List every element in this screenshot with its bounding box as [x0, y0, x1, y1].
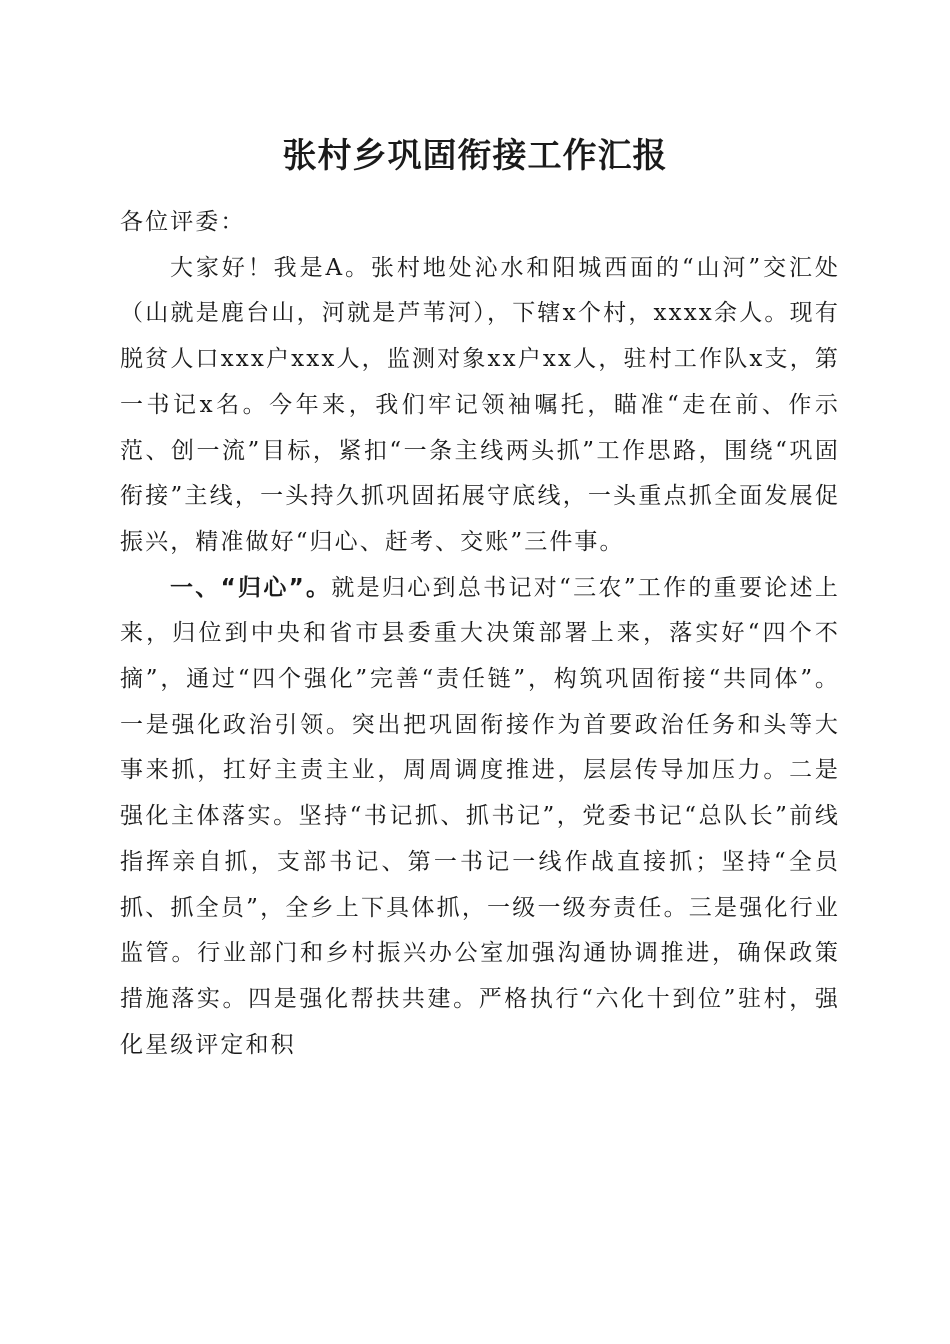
- paragraph-intro: 大家好！我是A。张村地处沁水和阳城西面的“山河”交汇处（山就是鹿台山，河就是芦苇河），下辖x个村，xxxx余人。现有脱贫人口xxx户xxx人，监测对象xx户xx人，驻村工作队x支，第一书记x名。今年来，我们牢记领袖嘱托，瞄准“走在前、作示范、创一流”目标，紧扣“一条主线两头抓”工作思路，围绕“巩固衔接”主线，一头持久抓巩固拓展守底线，一头重点抓全面发展促振兴，精准做好“归心、赶考、交账”三件事。: [120, 254, 840, 555]
- section-heading: 一、“归心”。: [170, 574, 332, 601]
- paragraph-section-1: [120, 566, 840, 1069]
- document-title: 张村乡巩固衔接工作汇报: [282, 136, 668, 176]
- document-body: [120, 200, 840, 1068]
- salutation: 各位评委：: [120, 209, 246, 235]
- section-text: 就是归心到总书记对“三农”工作的重要论述上来，归位到中央和省市县委重大决策部署上来，落实好“四个不摘”，通过“四个强化”完善“责任链”，构筑巩固衔接“共同体”。一是强化政治引领。突出把巩固衔接作为首要政治任务和头等大事来抓，扛好主责主业，周周调度推进，层层传导加压力。二是强化主体落实。坚持“书记抓、抓书记”，党委书记“总队长”前线指挥亲自抓，支部书记、第一书记一线作战直接抓；坚持“全员抓、抓全员”，全乡上下具体抓，一级一级夯责任。三是强化行业监管。行业部门和乡村振兴办公室加强沟通协调推进，确保政策措施落实。四是强化帮扶共建。严格执行“六化十到位”驻村，强化星级评定和积: [120, 574, 840, 1058]
